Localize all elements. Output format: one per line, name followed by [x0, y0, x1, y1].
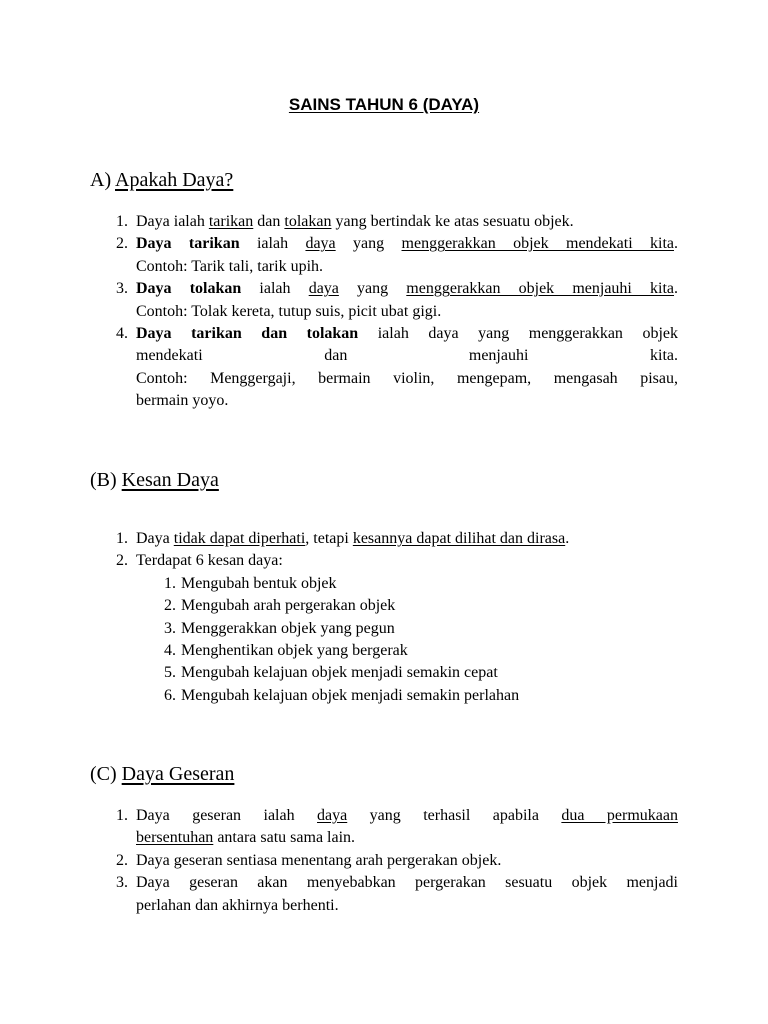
item-text: dan: [253, 213, 285, 230]
item-text: yang: [335, 235, 402, 253]
list-item: [104, 805, 678, 850]
item-line: [136, 278, 678, 300]
item-text: ialah: [241, 280, 309, 298]
item-underlined: daya: [308, 280, 339, 298]
item-line: perlahan dan akhirnya berhenti.: [136, 896, 339, 914]
item-underlined: dua permukaan: [561, 807, 678, 824]
item-underlined: bersentuhan: [136, 829, 214, 847]
item-text: , tetapi: [305, 530, 353, 547]
item-number: 6.: [164, 686, 176, 704]
list-item: [104, 233, 678, 278]
list-item: [136, 685, 678, 707]
item-example: Contoh: Tarik tali, tarik upih.: [136, 257, 324, 275]
list-item: [104, 872, 678, 917]
item-number: 1.: [164, 574, 176, 592]
item-underlined: kesannya dapat dilihat dan dirasa: [352, 530, 566, 547]
item-text: Daya ialah: [136, 213, 209, 230]
list-item: [104, 211, 678, 233]
item-text: yang terhasil apabila: [347, 807, 562, 824]
item-text: Menggerakkan objek yang pegun: [181, 619, 395, 637]
section-b-list: [104, 528, 678, 707]
item-text: Menghentikan objek yang bergerak: [181, 642, 408, 660]
section-a-prefix: A): [90, 169, 112, 191]
item-underlined: tidak dapat diperhati: [173, 530, 306, 547]
item-text: Terdapat 6 kesan daya:: [136, 552, 283, 570]
item-underlined: menggerakkan objek mendekati kita: [401, 235, 674, 253]
section-c-heading: [90, 762, 234, 786]
list-item: [136, 618, 678, 640]
section-b-title: Kesan Daya: [121, 469, 219, 491]
section-b-prefix: (B): [90, 469, 117, 491]
item-text: antara satu sama lain.: [213, 829, 356, 847]
list-item: [104, 850, 678, 872]
item-text: Mengubah arah pergerakan objek: [181, 597, 396, 615]
item-text: Mengubah kelajuan objek menjadi semakin perlahan: [181, 686, 520, 704]
item-underlined: daya: [317, 807, 348, 824]
item-number: 2.: [116, 851, 128, 869]
item-number: 1.: [116, 213, 128, 230]
page-title: SAINS TAHUN 6 (DAYA): [288, 95, 480, 114]
item-line: [136, 827, 678, 849]
item-number: 3.: [116, 280, 128, 298]
effects-list: [136, 573, 678, 707]
item-number: 2.: [116, 552, 128, 570]
item-number: 3.: [116, 874, 128, 892]
item-line: [136, 805, 678, 827]
item-text: Daya geseran ialah: [136, 807, 318, 824]
item-number: 1.: [116, 807, 128, 824]
item-text: .: [674, 280, 679, 298]
item-number: 3.: [164, 619, 176, 637]
section-a-heading: [90, 168, 233, 192]
item-number: 2.: [164, 597, 176, 615]
item-example: bermain yoyo.: [136, 392, 229, 410]
section-a-title: Apakah Daya?: [115, 169, 234, 191]
item-text: Mengubah bentuk objek: [181, 574, 337, 592]
item-example: Contoh: Tolak kereta, tutup suis, picit ubat gigi.: [136, 302, 442, 320]
item-text: Daya geseran sentiasa menentang arah pergerakan objek.: [136, 851, 502, 869]
section-b-heading: [90, 468, 219, 492]
item-text: .: [674, 235, 678, 253]
section-c-list: [104, 805, 678, 917]
item-line: [136, 323, 678, 345]
item-text: ialah daya yang menggerakkan objek: [358, 325, 679, 343]
item-text: Mengubah kelajuan objek menjadi semakin cepat: [181, 664, 498, 682]
item-example: Contoh: Menggergaji, bermain violin, mengepam, mengasah pisau,: [136, 369, 678, 387]
item-line: mendekati dan menjauhi kita.: [136, 347, 678, 365]
item-bold: Daya tarikan: [136, 235, 240, 253]
item-underlined: tolakan: [284, 213, 332, 230]
item-text: yang: [338, 280, 407, 298]
item-bold: Daya tarikan dan tolakan: [136, 325, 359, 343]
item-number: 4.: [116, 325, 128, 343]
item-line: [136, 233, 678, 255]
item-number: 1.: [116, 530, 128, 547]
item-text: yang bertindak ke atas sesuatu objek.: [331, 213, 574, 230]
list-item: [136, 595, 678, 617]
item-bold: Daya tolakan: [136, 280, 242, 298]
list-item: [104, 323, 678, 413]
list-item: [136, 640, 678, 662]
item-number: 4.: [164, 642, 176, 660]
list-item: [136, 573, 678, 595]
item-text: Daya: [136, 530, 174, 547]
item-underlined: daya: [305, 235, 336, 253]
item-line: Daya geseran akan menyebabkan pergerakan sesuatu objek menjadi: [136, 874, 678, 892]
section-a-list: [104, 211, 678, 413]
item-underlined: menggerakkan objek menjauhi kita: [406, 280, 675, 298]
section-c-title: Daya Geseran: [121, 763, 235, 785]
item-number: 2.: [116, 235, 128, 253]
list-item: [104, 528, 678, 550]
list-item: [104, 278, 678, 323]
item-text: ialah: [239, 235, 306, 253]
item-number: 5.: [164, 664, 176, 682]
list-item: [104, 550, 678, 707]
item-underlined: tarikan: [208, 213, 254, 230]
section-c-prefix: (C): [90, 763, 117, 785]
list-item: [136, 662, 678, 684]
item-text: .: [565, 530, 570, 547]
